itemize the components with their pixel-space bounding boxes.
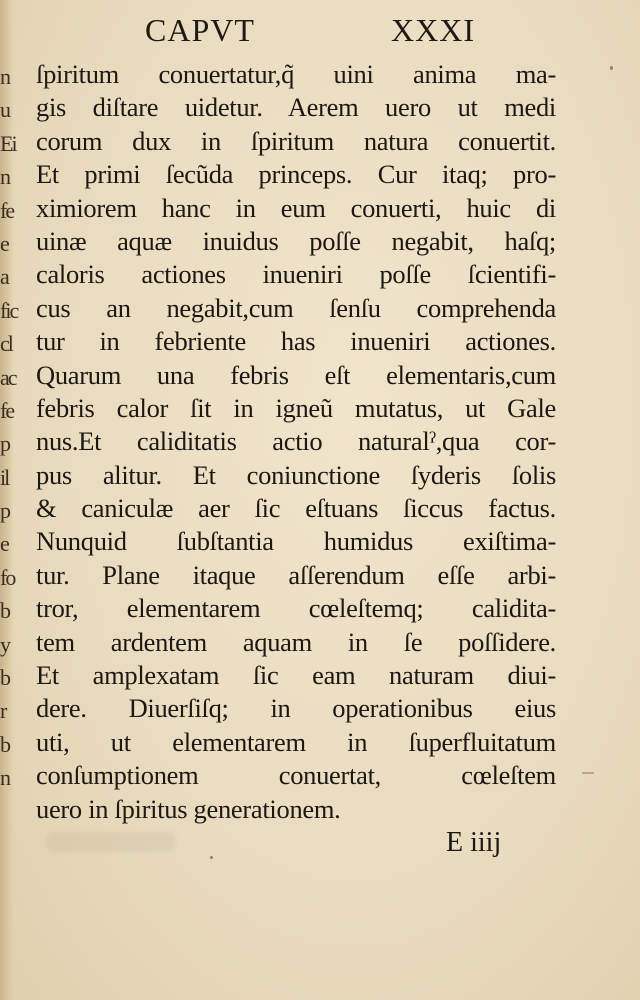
page-gutter bbox=[0, 0, 18, 1000]
gutter-fragment: e bbox=[0, 230, 8, 256]
text-line: Quarum una febris eſt elementaris,cum bbox=[36, 359, 556, 390]
gutter-fragment: u bbox=[0, 97, 9, 123]
text-line: febris calor ſit in igneũ mutatus, ut Gale bbox=[36, 392, 556, 423]
text-line: tur. Plane itaque aſſerendum eſſe arbi- bbox=[36, 559, 556, 590]
gutter-fragment: n bbox=[0, 765, 9, 791]
gutter-fragment: ac bbox=[0, 364, 16, 390]
paper-speck bbox=[210, 856, 213, 859]
text-line: uti, ut elementarem in ſuperfluitatum bbox=[36, 726, 556, 757]
gutter-fragment: fe bbox=[0, 397, 14, 423]
ink-bleed-through bbox=[46, 832, 176, 852]
running-head bbox=[145, 10, 475, 50]
gutter-fragment: fe bbox=[0, 197, 14, 223]
text-line: gis diſtare uidetur. Aerem uero ut medi bbox=[36, 92, 556, 123]
gutter-fragment: y bbox=[0, 631, 9, 657]
gutter-fragment: r bbox=[0, 698, 6, 724]
paper-speck bbox=[582, 772, 594, 774]
running-head-left: CAPVT bbox=[145, 12, 255, 48]
text-line: Et primi ſecũda princeps. Cur itaq; pro- bbox=[36, 159, 556, 190]
text-line: corum dux in ſpiritum natura conuertit. bbox=[36, 125, 556, 156]
text-line: tur in febriente has inueniri actiones. bbox=[36, 326, 556, 357]
body-text bbox=[36, 58, 556, 826]
gutter-fragment: b bbox=[0, 598, 9, 624]
gutter-fragment: fic bbox=[0, 297, 18, 323]
signature-mark: E iiij bbox=[446, 827, 502, 858]
text-line: Et amplexatam ſic eam naturam diui- bbox=[36, 660, 556, 691]
gutter-fragment: b bbox=[0, 665, 9, 691]
paper-speck bbox=[610, 66, 613, 70]
gutter-fragment: n bbox=[0, 64, 9, 89]
text-line: pus alitur. Et coniunctione ſyderis ſolis bbox=[36, 459, 556, 490]
text-line: Nunquid ſubſtantia humidus exiſtima- bbox=[36, 526, 556, 557]
running-head-right: XXXI bbox=[391, 12, 475, 48]
gutter-fragment: il bbox=[0, 464, 9, 490]
text-line: conſumptionem conuertat, cœleſtem bbox=[36, 760, 556, 791]
gutter-fragment: a bbox=[0, 264, 8, 290]
text-line: nus.Et caliditatis actio naturalˀ,qua cor- bbox=[36, 426, 556, 457]
gutter-fragment: p bbox=[0, 431, 9, 457]
gutter-fragment: fo bbox=[0, 564, 15, 590]
text-line: uinæ aquæ inuidus poſſe negabit, haſq; bbox=[36, 225, 556, 256]
text-line: cus an negabit,cum ſenſu comprehenda bbox=[36, 292, 556, 323]
text-line: & caniculæ aer ſic eſtuans ſiccus factus. bbox=[36, 493, 556, 524]
text-line: caloris actiones inueniri poſſe ſcientifi- bbox=[36, 259, 556, 290]
gutter-fragment: Ei bbox=[0, 130, 16, 156]
gutter-fragment: e bbox=[0, 531, 8, 557]
gutter-fragment: n bbox=[0, 164, 9, 190]
gutter-fragments bbox=[0, 60, 18, 795]
text-line: tem ardentem aquam in ſe poſſidere. bbox=[36, 626, 556, 657]
text-line: ſpiritum conuertatur,q̃ uini anima ma- bbox=[36, 59, 556, 89]
gutter-fragment: p bbox=[0, 498, 9, 524]
text-line: dere. Diuerſiſq; in operationibus eius bbox=[36, 693, 556, 724]
gutter-fragment: cl bbox=[0, 331, 12, 357]
text-line: ximiorem hanc in eum conuerti, huic di bbox=[36, 192, 556, 223]
text-line: uero in ſpiritus generationem. bbox=[36, 793, 341, 824]
text-line: tror, elementarem cœleſtemq; calidita- bbox=[36, 593, 556, 624]
gutter-fragment: b bbox=[0, 731, 9, 757]
